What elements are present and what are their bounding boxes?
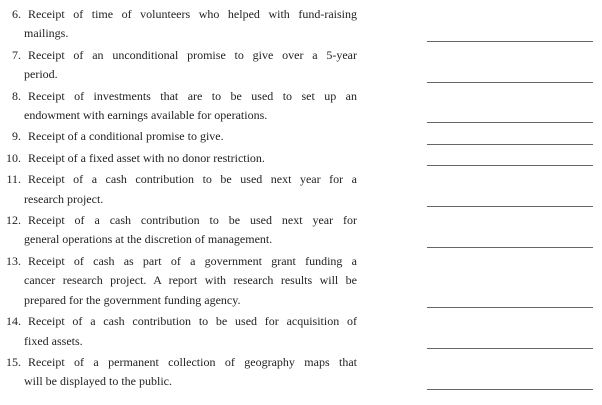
worksheet-item (2, 211, 593, 250)
item-lines (24, 211, 357, 250)
item-number: 14. (6, 314, 21, 329)
item-text (2, 312, 357, 351)
item-text (2, 211, 357, 250)
item-line: endowment with earnings available for operations. (24, 108, 268, 123)
item-line: Receipt of a cash contribution to be used next year for a (28, 172, 357, 187)
item-number: 13. (6, 253, 21, 268)
item-line: fixed assets. (24, 333, 83, 348)
item-text (2, 149, 357, 168)
item-line: will be displayed to the public. (24, 374, 172, 389)
item-line: general operations at the discretion of management. (24, 232, 273, 247)
item-lines (24, 5, 357, 44)
item-lines (24, 252, 357, 310)
item-number: 10. (6, 150, 21, 165)
item-lines (24, 127, 357, 146)
item-text (2, 46, 357, 85)
item-number: 6. (12, 7, 21, 21)
worksheet-item (2, 170, 593, 209)
item-line: cancer research project. A report with research results will be (24, 273, 357, 288)
answer-blank-line (427, 307, 593, 308)
item-number: 8. (12, 88, 21, 103)
item-lines (24, 353, 357, 392)
worksheet-item (2, 5, 593, 44)
item-lines (24, 170, 357, 209)
answer-blank-line (427, 144, 593, 145)
item-text (2, 170, 357, 209)
item-text (2, 252, 357, 310)
item-line: period. (24, 67, 58, 82)
item-line: Receipt of time of volunteers who helped with fund-raising (28, 7, 357, 21)
worksheet-item (2, 252, 593, 310)
item-lines (24, 149, 357, 168)
worksheet-item (2, 149, 593, 168)
item-number: 7. (12, 47, 21, 62)
item-line: Receipt of a cash contribution to be used for acquisition of (28, 314, 357, 329)
item-line: Receipt of an unconditional promise to give over a 5-year (28, 47, 357, 62)
item-lines (24, 46, 357, 85)
item-line: Receipt of a fixed asset with no donor restriction. (28, 150, 265, 165)
worksheet-item (2, 353, 593, 392)
item-number: 9. (12, 129, 21, 144)
item-line: research project. (24, 191, 104, 206)
worksheet-item (2, 46, 593, 85)
item-lines (24, 312, 357, 351)
item-line: Receipt of cash as part of a government grant funding a (28, 253, 357, 268)
answer-blank-line (427, 82, 593, 83)
answer-blank-line (427, 165, 593, 166)
worksheet-item (2, 127, 593, 146)
item-line: prepared for the government funding agency. (24, 292, 241, 307)
answer-blank-line (427, 389, 593, 390)
worksheet-list (2, 5, 593, 392)
item-number: 11. (6, 172, 21, 187)
item-text (2, 5, 357, 44)
item-line: Receipt of a cash contribution to be used next year for (28, 213, 357, 228)
item-text (2, 127, 357, 146)
item-line: mailings. (24, 26, 69, 41)
answer-blank-line (427, 247, 593, 248)
answer-blank-line (427, 41, 593, 42)
item-line: Receipt of a permanent collection of geography maps that (28, 354, 357, 369)
worksheet-item (2, 87, 593, 126)
answer-blank-line (427, 206, 593, 207)
answer-blank-line (427, 348, 593, 349)
item-lines (24, 87, 357, 126)
item-text (2, 353, 357, 392)
item-number: 12. (6, 213, 21, 228)
item-line: Receipt of a conditional promise to give. (28, 129, 224, 144)
item-line: Receipt of investments that are to be used to set up an (28, 88, 357, 103)
item-number: 15. (6, 354, 21, 369)
item-text (2, 87, 357, 126)
worksheet-item (2, 312, 593, 351)
answer-blank-line (427, 122, 593, 123)
